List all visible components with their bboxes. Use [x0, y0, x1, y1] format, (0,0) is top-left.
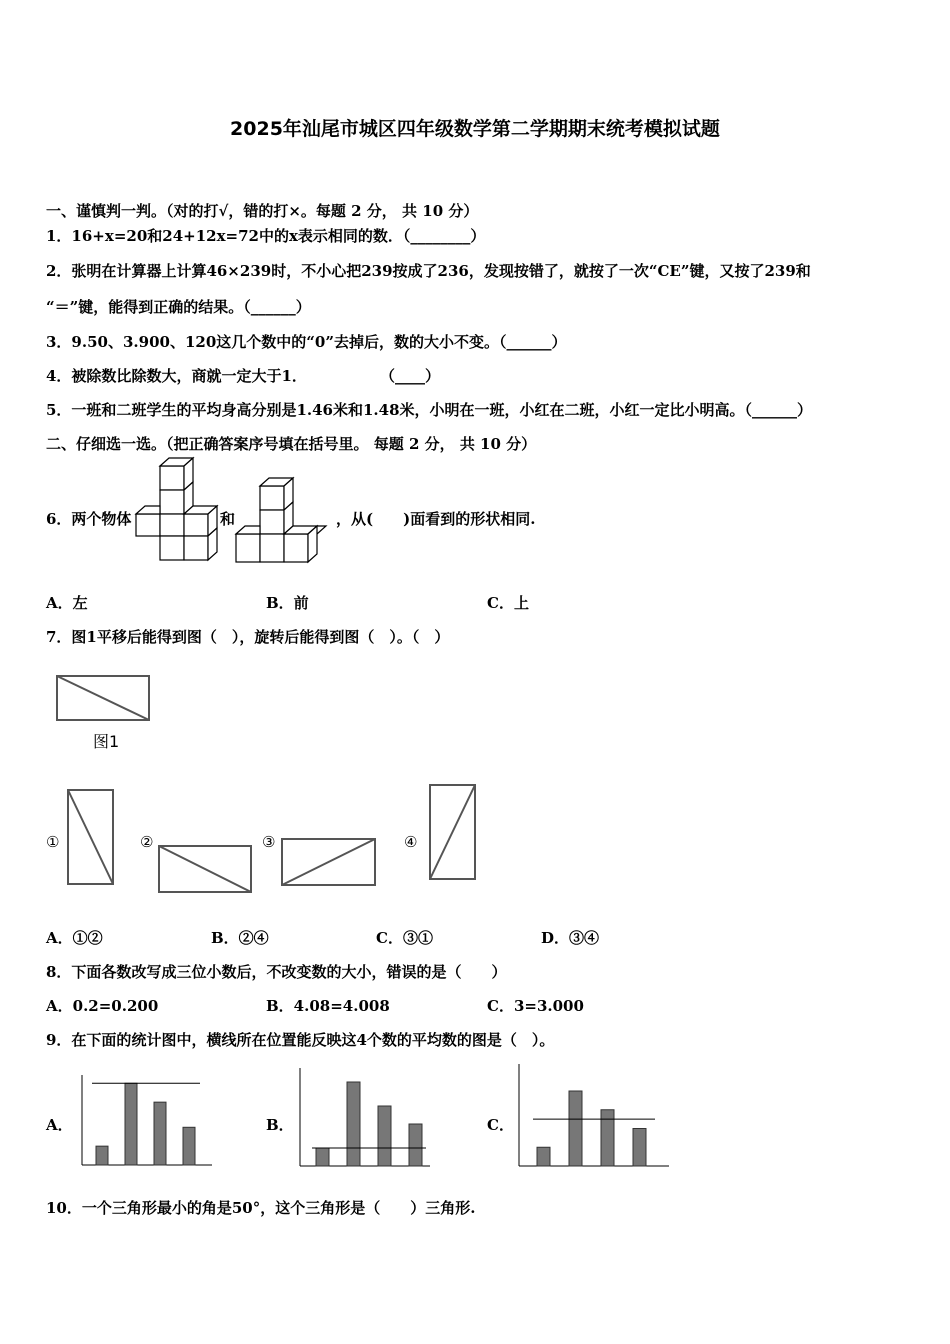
q8-option-c[interactable]: C．3=3.000 [487, 997, 584, 1015]
bar-3 [154, 1102, 166, 1165]
bar-2 [347, 1082, 360, 1166]
q8-option-b[interactable]: B．4.08=4.008 [266, 997, 390, 1015]
q7-option-b[interactable]: B．②④ [211, 929, 269, 947]
section-2-heading: 二、仔细选一选。（把正确答案序号填在括号里。 每题 2 分， 共 10 分） [46, 435, 537, 453]
question-9: 9．在下面的统计图中，横线所在位置能反映这4个数的平均数的图是（ ）。 [46, 1031, 555, 1049]
bar-1 [96, 1146, 108, 1165]
question-4: 4．被除数比除数大，商就一定大于1． [46, 367, 307, 385]
question-8: 8．下面各数改写成三位小数后，不改变数的大小，错误的是（ ） [46, 963, 507, 981]
bar-4 [183, 1127, 195, 1165]
question-2-line-2: “＝”键，能得到正确的结果。（______） [46, 298, 311, 316]
cube-object-2 [236, 478, 336, 564]
question-6-connector: 和 [220, 510, 236, 528]
question-10: 10．一个三角形最小的角是50°，这个三角形是（ ）三角形. [46, 1199, 476, 1217]
question-6-prefix: 6．两个物体 [46, 510, 132, 528]
bar-2 [569, 1091, 582, 1166]
q6-option-a[interactable]: A．左 [46, 594, 88, 612]
q8-option-a[interactable]: A．0.2=0.200 [46, 997, 159, 1015]
question-5: 5．一班和二班学生的平均身高分别是1.46米和1.48米，小明在一班，小红在二班，小红一定比小明高。（______） [46, 401, 813, 419]
question-3: 3．9.50、3.900、120这几个数中的“0”去掉后，数的大小不变。（______） [46, 333, 567, 351]
bar-chart-c [517, 1064, 669, 1168]
q7-option-d[interactable]: D．③④ [541, 929, 600, 947]
q9-option-c[interactable]: C． [487, 1116, 514, 1134]
bar-chart-b [298, 1068, 430, 1168]
figure-option-2 [158, 845, 252, 893]
q6-option-b[interactable]: B．前 [266, 594, 309, 612]
q6-option-c[interactable]: C．上 [487, 594, 529, 612]
figure-option-1 [67, 789, 114, 885]
cube-object-1 [136, 456, 226, 562]
bar-1 [316, 1148, 329, 1166]
section-1-heading: 一、谨慎判一判。（对的打√，错的打×。每题 2 分， 共 10 分） [46, 202, 479, 220]
bar-3 [601, 1110, 614, 1166]
q7-option-a[interactable]: A．①② [46, 929, 103, 947]
q7-option-c[interactable]: C．③① [376, 929, 433, 947]
bar-3 [378, 1106, 391, 1166]
question-2-line-1: 2．张明在计算器上计算46×239时，不小心把239按成了236，发现按错了，就按了一次“CE”键，又按了239和 [46, 262, 811, 280]
figure-mark-2: ② [140, 833, 154, 851]
q9-option-b[interactable]: B． [266, 1116, 294, 1134]
question-1: 1．16+x=20和24+12x=72中的x表示相同的数．（________） [46, 227, 486, 245]
page-title: 2025年汕尾市城区四年级数学第二学期期末统考模拟试题 [230, 118, 720, 140]
question-6-suffix: ，从( )面看到的形状相同. [336, 510, 536, 528]
figure-mark-4: ④ [404, 833, 418, 851]
question-4-blank: （____） [380, 367, 441, 385]
figure-option-3 [281, 838, 376, 886]
question-7: 7．图1平移后能得到图（ ），旋转后能得到图（ ）。（ ） [46, 628, 450, 646]
bar-1 [537, 1147, 550, 1166]
figure-1-caption: 图1 [93, 732, 120, 751]
figure-option-4 [429, 784, 476, 880]
bar-chart-a [80, 1075, 212, 1167]
figure-mark-3: ③ [262, 833, 276, 851]
bar-4 [409, 1124, 422, 1166]
figure-1-rectangle [56, 675, 150, 721]
bar-2 [125, 1083, 137, 1165]
bar-4 [633, 1129, 646, 1167]
q9-option-a[interactable]: A． [46, 1116, 73, 1134]
figure-mark-1: ① [46, 833, 60, 851]
